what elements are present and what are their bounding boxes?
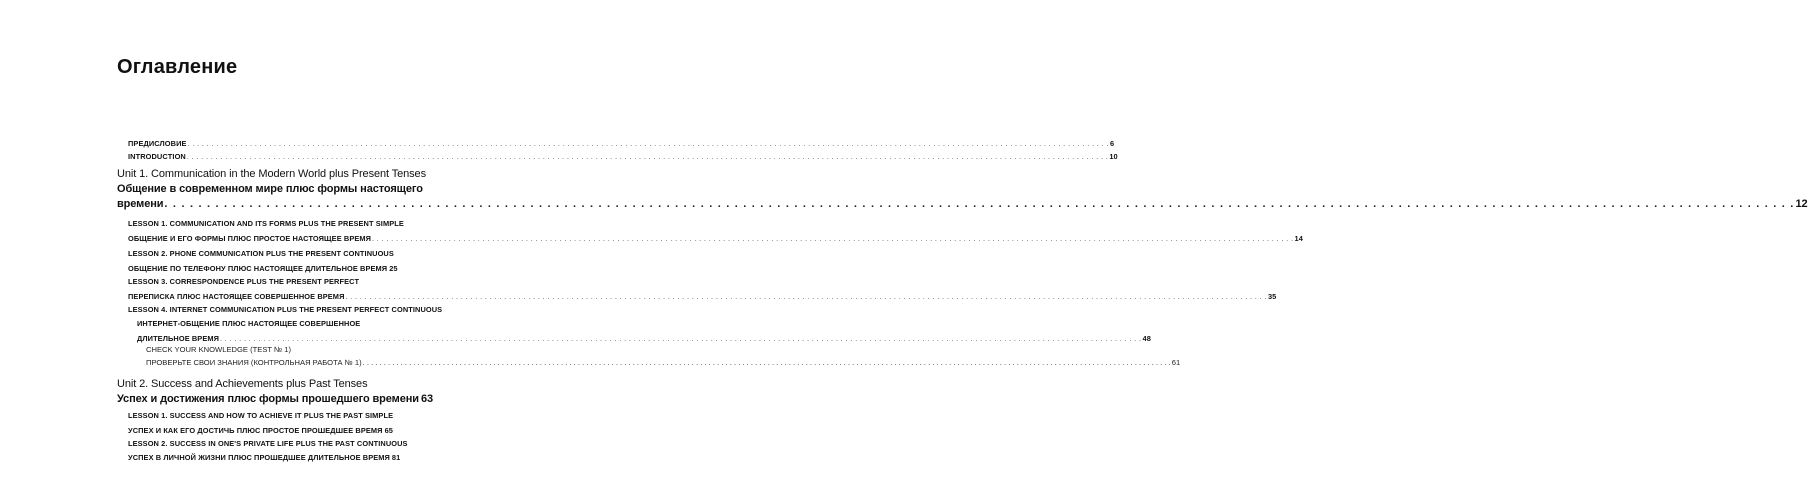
leader-dots [187, 152, 1108, 163]
lesson-ru-title: ОБЩЕНИЕ И ЕГО ФОРМЫ ПЛЮС ПРОСТОЕ НАСТОЯЩЕЕ ВРЕМЯ [128, 234, 372, 243]
toc-entry-u1-lesson-2[interactable] [128, 263, 398, 274]
lesson-ru-title: ИНТЕРНЕТ-ОБЩЕНИЕ ПЛЮС НАСТОЯЩЕЕ СОВЕРШЕННОЕ [137, 319, 361, 328]
lesson-ru-title: УСПЕХ И КАК ЕГО ДОСТИЧЬ ПЛЮС ПРОСТОЕ ПРОШЕДШЕЕ ВРЕМЯ [128, 426, 383, 435]
unit-2-heading[interactable]: Unit 2. Success and Achievements plus Past Tenses [117, 378, 368, 390]
toc-entry-label: ПРЕДИСЛОВИЕ [128, 139, 187, 148]
unit-1-ru-title: Общение в современном мире плюс формы настоящего [117, 183, 423, 195]
lesson-ru-title: ОБЩЕНИЕ ПО ТЕЛЕФОНУ ПЛЮС НАСТОЯЩЕЕ ДЛИТЕЛЬНОЕ ВРЕМЯ [128, 264, 388, 273]
toc-page-number: 81 [391, 453, 401, 462]
toc-page-number: 48 [1142, 334, 1151, 343]
toc-page-number: 14 [1294, 234, 1303, 243]
lesson-en-title[interactable]: LESSON 1. SUCCESS AND HOW TO ACHIEVE IT PLUS THE PAST SIMPLE [128, 411, 394, 420]
toc-entry-unit-1[interactable] [117, 197, 1808, 212]
test-en-title[interactable]: CHECK YOUR KNOWLEDGE (TEST № 1) [146, 345, 291, 354]
toc-page-number: 25 [389, 264, 398, 273]
lesson-ru-title: ДЛИТЕЛЬНОЕ ВРЕМЯ [137, 334, 220, 343]
lesson-ru-title: УСПЕХ В ЛИЧНОЙ ЖИЗНИ ПЛЮС ПРОШЕДШЕЕ ДЛИТЕЛЬНОЕ ВРЕМЯ [128, 453, 390, 462]
leader-dots [164, 197, 1794, 212]
unit-1-heading[interactable]: Unit 1. Communication in the Modern World plus Present Tenses [117, 168, 426, 180]
toc-entry-u1-test[interactable] [146, 357, 1181, 368]
toc-entry-u1-lesson-1[interactable] [128, 233, 1303, 244]
toc-page-number: 65 [384, 426, 393, 435]
lesson-en-title[interactable]: LESSON 2. PHONE COMMUNICATION PLUS THE PRESENT CONTINUOUS [128, 249, 394, 258]
leader-dots [345, 292, 1266, 303]
toc-page-number: 6 [1109, 139, 1115, 148]
page-title: Оглавление [117, 56, 238, 78]
toc-entry-label: времени [117, 198, 164, 210]
lesson-en-title[interactable]: LESSON 1. COMMUNICATION AND ITS FORMS PLUS THE PRESENT SIMPLE [128, 219, 404, 228]
toc-entry-u1-lesson-3[interactable] [128, 291, 1277, 302]
lesson-en-title[interactable]: LESSON 3. CORRESPONDENCE PLUS THE PRESENT PERFECT [128, 277, 360, 286]
toc-entry-unit-2[interactable] [117, 392, 433, 407]
lesson-ru-title: ПЕРЕПИСКА ПЛЮС НАСТОЯЩЕЕ СОВЕРШЕННОЕ ВРЕМЯ [128, 292, 345, 301]
toc-page-number: 12 [1795, 198, 1808, 210]
toc-page-number: 61 [1171, 358, 1181, 367]
toc-page-number: 63 [420, 393, 433, 405]
toc-entry-u2-lesson-2[interactable] [128, 452, 401, 463]
unit-2-ru-title: Успех и достижения плюс формы прошедшего времени [117, 393, 419, 405]
lesson-en-title[interactable]: LESSON 2. SUCCESS IN ONE'S PRIVATE LIFE PLUS THE PAST CONTINUOUS [128, 439, 408, 448]
toc-entry-label: INTRODUCTION [128, 152, 186, 161]
leader-dots [188, 139, 1109, 150]
toc-page-number: 10 [1109, 152, 1118, 161]
lesson-en-title[interactable]: LESSON 4. INTERNET COMMUNICATION PLUS THE PRESENT PERFECT CONTINUOUS [128, 305, 443, 314]
toc-entry-u1-lesson-4[interactable] [137, 333, 1151, 344]
leader-dots [372, 234, 1293, 245]
toc-entry-u2-lesson-1[interactable] [128, 425, 393, 436]
leader-dots [220, 334, 1141, 345]
leader-dots [363, 357, 1171, 368]
toc-entry-introduction[interactable] [128, 151, 1118, 162]
toc-page-number: 35 [1267, 292, 1277, 301]
toc-entry-preface[interactable] [128, 138, 1115, 149]
test-ru-title: ПРОВЕРЬТЕ СВОИ ЗНАНИЯ (КОНТРОЛЬНАЯ РАБОТА № 1) [146, 358, 362, 367]
